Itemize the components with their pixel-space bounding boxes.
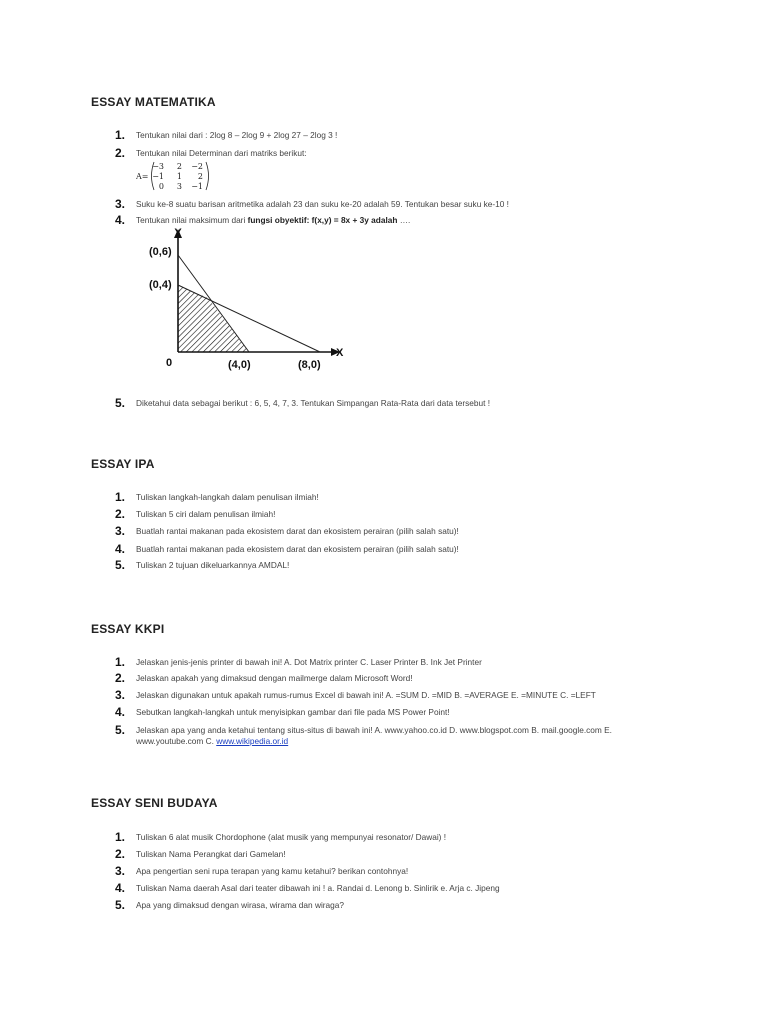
item-text: Jelaskan digunakan untuk apakah rumus-rumus Excel di bawah ini! A. =SUM D. =MID B. =AVERAGE E. =MINUTE C. =LEFT [136, 690, 596, 700]
item-text: Jelaskan apakah yang dimaksud dengan mailmerge dalam Microsoft Word! [136, 673, 413, 683]
item-number: 2. [115, 507, 126, 521]
item-text: Tentukan nilai Determinan dari matriks berikut: [136, 148, 307, 158]
matrix-cell: 2 [176, 162, 182, 171]
item-number: 4. [115, 705, 126, 719]
matrix-cell: 2 [197, 172, 203, 181]
item-text: Tuliskan Nama Perangkat dari Gamelan! [136, 849, 286, 859]
item-text-part: Jelaskan apa yang anda ketahui tentang situs-situs di bawah ini! A. www.yahoo.co.id D. www.blogspot.com B. mail.google.com E. www.youtube.com C. [136, 725, 612, 746]
item-number: 5. [115, 723, 126, 737]
point-label-0-6: (0,6) [149, 246, 172, 258]
objective-function: fungsi obyektif: f(x,y) = 8x + 3y adalah [247, 215, 398, 225]
item-text [136, 725, 646, 747]
item-text: Tuliskan 2 tujuan dikeluarkannya AMDAL! [136, 560, 290, 570]
item-number: 3. [115, 864, 126, 878]
item-text: Apa yang dimaksud dengan wirasa, wirama dan wiraga? [136, 900, 345, 910]
matrix-cell: −3 [152, 162, 164, 171]
item-number: 3. [115, 688, 126, 702]
matrix-label: A= [136, 172, 149, 181]
item-number: 1. [115, 830, 126, 844]
item-number: 5. [115, 396, 126, 410]
item-text: Diketahui data sebagai berikut : 6, 5, 4, 7, 3. Tentukan Simpangan Rata-Rata dari data tersebut ! [136, 398, 491, 408]
section-title-kkpi: ESSAY KKPI [91, 622, 165, 636]
x-axis-label: X [336, 347, 344, 359]
item-number: 1. [115, 128, 126, 142]
item-text-part: …. [397, 215, 411, 225]
item-text: Tuliskan 6 alat musik Chordophone (alat musik yang mempunyai resonator/ Dawai) ! [136, 832, 447, 842]
matrix-cell: 3 [176, 182, 182, 191]
item-number: 2. [115, 146, 126, 160]
item-text: Buatlah rantai makanan pada ekosistem darat dan ekosistem perairan (pilih salah satu)! [136, 544, 459, 554]
item-number: 3. [115, 197, 126, 211]
item-text-part: Tentukan nilai maksimum dari [136, 215, 248, 225]
matrix-cell: −1 [191, 182, 203, 191]
matrix-cell: −1 [152, 172, 164, 181]
item-number: 1. [115, 490, 126, 504]
item-number: 2. [115, 847, 126, 861]
item-text: Tuliskan Nama daerah Asal dari teater dibawah ini ! a. Randai d. Lenong b. Sinlirik e. Arja c. Jipeng [136, 883, 500, 893]
matrix-cell: −2 [191, 162, 203, 171]
matrix-cell: 1 [176, 172, 182, 181]
section-title-matematika: ESSAY MATEMATIKA [91, 95, 216, 109]
point-label-4-0: (4,0) [228, 359, 251, 371]
section-title-seni-budaya: ESSAY SENI BUDAYA [91, 796, 218, 810]
origin-label: 0 [166, 357, 173, 369]
item-text: Jelaskan jenis-jenis printer di bawah ini! A. Dot Matrix printer C. Laser Printer B. Ink Jet Printer [136, 657, 482, 667]
point-label-8-0: (8,0) [298, 359, 321, 371]
point-label-0-4: (0,4) [149, 279, 172, 291]
item-text [136, 215, 656, 226]
item-text: Sebutkan langkah-langkah untuk menyisipkan gambar dari file pada MS Power Point! [136, 707, 450, 717]
item-number: 2. [115, 671, 126, 685]
wikipedia-link[interactable]: www.wikipedia.or.id [216, 736, 289, 746]
shaded-region [178, 285, 249, 352]
matrix-right-bracket [206, 162, 209, 190]
item-number: 4. [115, 213, 126, 227]
item-text: Buatlah rantai makanan pada ekosistem darat dan ekosistem perairan (pilih salah satu)! [136, 526, 459, 536]
item-number: 4. [115, 881, 126, 895]
section-title-ipa: ESSAY IPA [91, 457, 155, 471]
matrix-cell: 0 [158, 182, 164, 191]
y-axis-label: Y [174, 228, 182, 239]
item-text: Apa pengertian seni rupa terapan yang kamu ketahui? berikan contohnya! [136, 866, 409, 876]
matrix-a [136, 160, 216, 192]
item-text: Tuliskan 5 ciri dalam penulisan ilmiah! [136, 509, 276, 519]
item-text: Tentukan nilai dari : 2log 8 – 2log 9 + 2log 27 – 2log 3 ! [136, 130, 338, 140]
feasible-region-graph [140, 228, 360, 378]
item-number: 3. [115, 524, 126, 538]
item-number: 5. [115, 898, 126, 912]
item-number: 1. [115, 655, 126, 669]
item-number: 5. [115, 558, 126, 572]
item-text: Tuliskan langkah-langkah dalam penulisan ilmiah! [136, 492, 319, 502]
item-text: Suku ke-8 suatu barisan aritmetika adalah 23 dan suku ke-20 adalah 59. Tentukan besar suku ke-10 ! [136, 199, 509, 209]
item-number: 4. [115, 542, 126, 556]
